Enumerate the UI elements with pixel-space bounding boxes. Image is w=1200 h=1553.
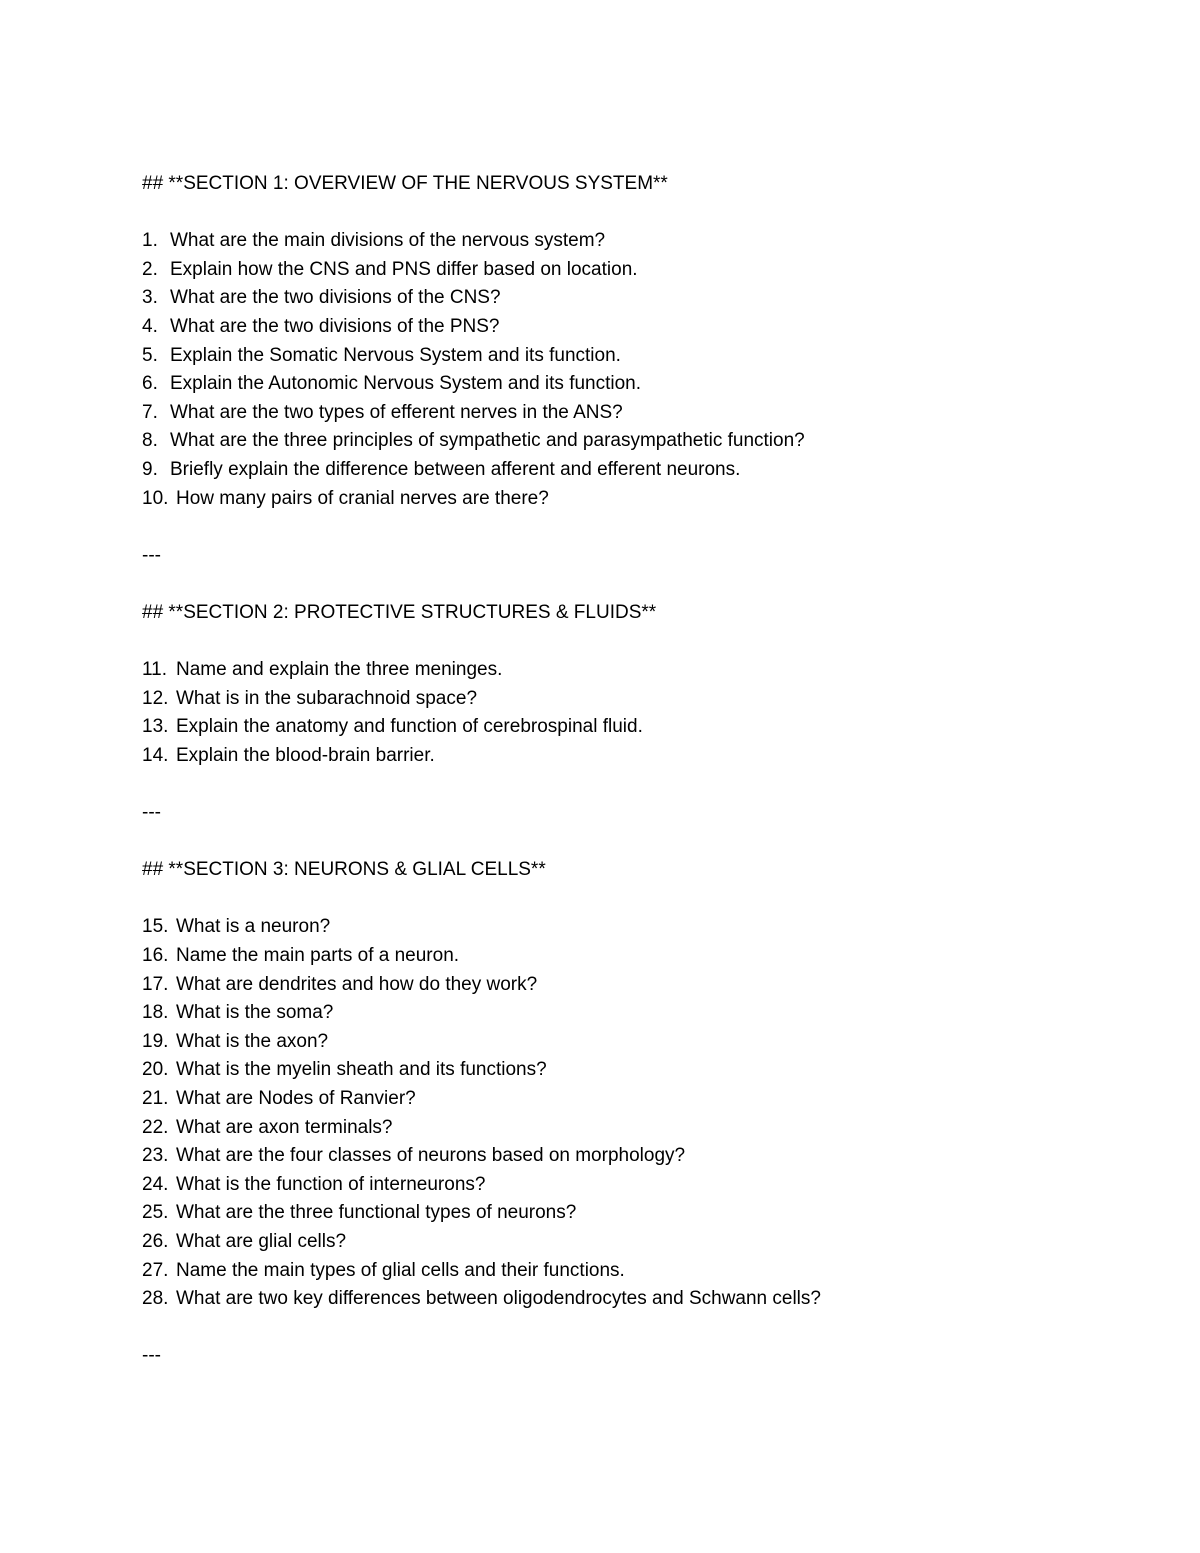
question-number: 18. <box>142 1002 169 1024</box>
question-number: 26. <box>142 1230 169 1252</box>
question-item <box>142 1199 1102 1228</box>
section-1 <box>142 170 1102 599</box>
question-item <box>142 284 1102 313</box>
question-number: 14. <box>142 744 169 766</box>
section-separator: --- <box>142 544 161 566</box>
question-item <box>142 1085 1102 1114</box>
section-2 <box>142 599 1102 856</box>
question-item <box>142 713 1102 742</box>
section-heading: ## **SECTION 1: OVERVIEW OF THE NERVOUS SYSTEM** <box>142 173 668 194</box>
question-text: What are the three principles of sympathetic and parasympathetic function? <box>170 430 805 452</box>
question-text: How many pairs of cranial nerves are there? <box>176 487 549 509</box>
question-text: What are the three functional types of neurons? <box>176 1202 577 1224</box>
question-text: Explain the Autonomic Nervous System and its function. <box>170 373 642 395</box>
question-number: 17. <box>142 973 169 995</box>
question-text: What are axon terminals? <box>176 1116 393 1138</box>
question-text: What are Nodes of Ranvier? <box>176 1088 416 1109</box>
section-separator: --- <box>142 1345 161 1367</box>
question-number: 21. <box>142 1088 169 1109</box>
question-number: 23. <box>142 1145 169 1167</box>
question-number: 3. <box>142 287 158 309</box>
question-text: What is the myelin sheath and its functions? <box>176 1059 547 1081</box>
question-item <box>142 399 1102 428</box>
question-number: 19. <box>142 1030 169 1052</box>
question-number: 13. <box>142 716 169 738</box>
question-item <box>142 227 1102 256</box>
question-item <box>142 1114 1102 1143</box>
section-3 <box>142 856 1102 1371</box>
question-number: 7. <box>142 401 158 423</box>
question-number: 15. <box>142 916 169 938</box>
question-item <box>142 913 1102 942</box>
question-number: 4. <box>142 315 158 337</box>
question-number: 2. <box>142 258 158 280</box>
question-text: What are the two divisions of the PNS? <box>170 315 500 337</box>
question-text: What are the two divisions of the CNS? <box>170 287 501 309</box>
section-heading: ## **SECTION 2: PROTECTIVE STRUCTURES & FLUIDS** <box>142 601 657 623</box>
question-text: Explain the blood-brain barrier. <box>176 744 435 766</box>
question-item <box>142 256 1102 285</box>
question-number: 24. <box>142 1173 169 1195</box>
question-number: 8. <box>142 430 158 452</box>
question-text: Explain the anatomy and function of cerebrospinal fluid. <box>176 716 643 738</box>
section-separator: --- <box>142 802 161 824</box>
question-list <box>142 656 1102 770</box>
question-text: What is the axon? <box>176 1030 329 1052</box>
question-item <box>142 742 1102 771</box>
question-text: Explain the Somatic Nervous System and its function. <box>170 344 621 366</box>
question-item <box>142 685 1102 714</box>
question-text: What is the function of interneurons? <box>176 1173 486 1195</box>
question-item <box>142 456 1102 485</box>
question-item <box>142 971 1102 1000</box>
question-number: 22. <box>142 1116 169 1138</box>
question-item <box>142 313 1102 342</box>
question-text: Explain how the CNS and PNS differ based on location. <box>170 258 638 280</box>
question-text: Name the main types of glial cells and their functions. <box>176 1259 625 1281</box>
question-number: 9. <box>142 458 158 480</box>
question-item <box>142 1028 1102 1057</box>
question-text: What are the two types of efferent nerves in the ANS? <box>170 401 623 423</box>
question-number: 12. <box>142 687 169 709</box>
question-text: What is a neuron? <box>176 916 331 938</box>
question-item <box>142 1257 1102 1286</box>
question-item <box>142 427 1102 456</box>
question-text: What is in the subarachnoid space? <box>176 687 478 709</box>
question-text: Briefly explain the difference between afferent and efferent neurons. <box>170 458 741 480</box>
question-text: What are the four classes of neurons based on morphology? <box>176 1145 686 1167</box>
question-list <box>142 227 1102 513</box>
question-item <box>142 1142 1102 1171</box>
question-text: What are the main divisions of the nervous system? <box>170 230 606 252</box>
question-number: 25. <box>142 1202 169 1224</box>
question-number: 28. <box>142 1288 169 1310</box>
question-number: 27. <box>142 1259 169 1281</box>
question-text: What are glial cells? <box>176 1230 347 1252</box>
document-page <box>142 170 1102 1371</box>
question-number: 10. <box>142 487 169 509</box>
question-number: 16. <box>142 945 169 967</box>
section-heading: ## **SECTION 3: NEURONS & GLIAL CELLS** <box>142 859 546 881</box>
question-text: Name and explain the three meninges. <box>176 659 503 681</box>
question-number: 1. <box>142 230 158 252</box>
question-number: 5. <box>142 344 158 366</box>
question-item <box>142 999 1102 1028</box>
question-text: What are dendrites and how do they work? <box>176 973 538 995</box>
question-item <box>142 656 1102 685</box>
question-item <box>142 485 1102 514</box>
question-text: What are two key differences between oligodendrocytes and Schwann cells? <box>176 1288 821 1310</box>
question-item <box>142 1285 1102 1314</box>
question-list <box>142 913 1102 1313</box>
question-item <box>142 370 1102 399</box>
question-item <box>142 342 1102 371</box>
question-number: 20. <box>142 1059 169 1081</box>
question-text: What is the soma? <box>176 1002 334 1024</box>
question-item <box>142 1171 1102 1200</box>
question-number: 6. <box>142 373 158 395</box>
question-item <box>142 1228 1102 1257</box>
question-item <box>142 1056 1102 1085</box>
question-item <box>142 942 1102 971</box>
question-text: Name the main parts of a neuron. <box>176 945 460 967</box>
question-number: 11. <box>142 659 168 681</box>
